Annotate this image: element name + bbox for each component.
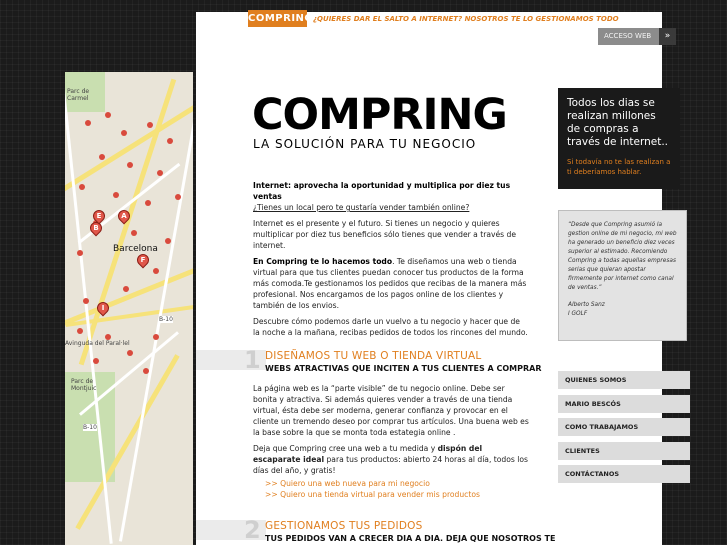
menu-item-contactanos[interactable]: CONTÁCTANOS (558, 465, 690, 483)
section-paragraph: para tus productos: abierto 24 horas al día, todos los días del año, y gratis! (253, 455, 528, 475)
map-pin (175, 194, 181, 200)
map-pin (99, 154, 105, 160)
testimonial-text: “Desde que Compring asumió la gestion online de mi negocio, mi web ha generado un beneficio diez veces superior al estimado. Recomiendo Compring a todas aquellas empresas serias que quieran apostar firmemente por internet como canal de ventas.” (568, 222, 677, 291)
double-chevron-right-icon: » (659, 28, 676, 45)
brand-tag[interactable]: COMPRING (248, 10, 307, 27)
section-title: GESTIONAMOS TUS PEDIDOS (265, 520, 423, 532)
section-number: 2 (244, 516, 261, 544)
map-label: Parc de (67, 88, 90, 95)
map-pin (113, 192, 119, 198)
map-pin (131, 230, 137, 236)
link-new-web[interactable]: >> Quiero una web nueva para mi negocio (265, 479, 430, 488)
promo-note: Si todavía no te las realizan a ti deberíamos hablar. (567, 158, 671, 176)
map-label: Carmel (67, 95, 89, 102)
map-pin (165, 238, 171, 244)
intro-paragraph: Descubre cómo podemos darle un vuelvo a tu negocio y hacer que de la noche a la mañana, recibas pedidos de todos los rincones del mundo. (253, 317, 528, 337)
map-road-label: B-10 (83, 424, 97, 431)
intro-paragraph: Internet es el presente y el futuro. Si tienes un negocio y quieres multiplicar por diez tus beneficios sólo tienes que vender a través de internet. (253, 219, 516, 250)
map-pin (127, 350, 133, 356)
map-road-label: B-10 (159, 316, 173, 323)
map-pin (167, 138, 173, 144)
section-number: 1 (244, 346, 261, 374)
map-pin (145, 200, 151, 206)
map-marker-label: B (93, 224, 99, 232)
intro-question[interactable]: ¿Tienes un local pero te gustaría vender también online? (253, 203, 470, 212)
menu-item-clientes[interactable]: CLIENTES (558, 442, 690, 460)
map-pin (153, 334, 159, 340)
map-pin (147, 122, 153, 128)
side-menu (558, 371, 690, 489)
section-bold: dispón del escaparate ideal (253, 444, 483, 464)
map-pin (85, 120, 91, 126)
map-marker-label: F (140, 256, 146, 264)
map-marker-label: A (121, 212, 127, 220)
section-subtitle: TUS PEDIDOS VAN A CRECER DIA A DIA. DEJA QUE NOSOTROS TE (265, 534, 556, 543)
intro-bold: En Compring te lo hacemos todo (253, 257, 393, 266)
section-subtitle: WEBS ATRACTIVAS QUE INCITEN A TUS CLIENTES A COMPRAR (265, 364, 542, 373)
testimonial-box (558, 210, 687, 341)
map-pin (83, 298, 89, 304)
map-pin (157, 170, 163, 176)
section-paragraph: Deja que Compring cree una web a tu medida y (253, 444, 438, 453)
access-web-label: ACCESO WEB (604, 32, 652, 40)
promo-text: Todos los dias se realizan millones de compras a través de internet.. (567, 97, 669, 148)
map-marker-label: I (101, 304, 105, 312)
menu-item-como-trabajamos[interactable]: COMO TRABAJAMOS (558, 418, 690, 436)
testimonial-company: I GOLF (568, 311, 588, 317)
map-label: Avinguda del Paral·lel (65, 340, 130, 347)
map-pin (77, 250, 83, 256)
section-paragraph: La página web es la “parte visible” de tu negocio online. Debe ser bonita y atractiva. Si además quieres vender a través de una tienda virtual, ésta debe ser moderna, generar confianza y provocar en el cliente un tremendo deseo por comprar tus artículos. Una buena web es la base sobre la que se monta toda estategia online . (253, 384, 529, 437)
map-pin (105, 112, 111, 118)
hero-subtitle: LA SOLUCIÓN PARA TU NEGOCIO (253, 137, 477, 151)
menu-item-mario-bescos[interactable]: MARIO BESCÓS (558, 395, 690, 413)
map-pin (123, 286, 129, 292)
intro-headline: Internet: aprovecha la oportunidad y multiplica por diez tus ventas (253, 181, 511, 201)
map-pin (93, 358, 99, 364)
map-pin (127, 162, 133, 168)
map-pin (77, 328, 83, 334)
map-pin (143, 368, 149, 374)
intro-paragraph: . Te diseñamos una web o tienda virtual para que tus clientes puedan conocer tus productos de la forma más comoda.Te gestionamos los pedidos que recibas de la manera más profesional. Nos encargamos de los pagos online de los clientes y también de los envios. (253, 257, 527, 310)
map-pin (153, 268, 159, 274)
map-label: Parc de (71, 378, 94, 385)
tagline: ¿QUIERES DAR EL SALTO A INTERNET? NOSOTROS TE LO GESTIONAMOS TODO (313, 15, 619, 23)
promo-box (558, 88, 680, 189)
map-image (65, 72, 193, 545)
hero-title: COMPRING (252, 90, 507, 140)
link-virtual-store[interactable]: >> Quiero una tienda virtual para vender mis productos (265, 490, 480, 499)
map-city-label: Barcelona (113, 244, 158, 254)
testimonial-author: Alberto Sanz (568, 302, 605, 308)
map-marker-label: E (96, 212, 102, 220)
access-web-button[interactable] (598, 28, 676, 45)
intro-text (253, 180, 529, 343)
menu-item-quienes-somos[interactable]: QUIENES SOMOS (558, 371, 690, 389)
map-label: Montjuic (71, 385, 97, 392)
section-body (253, 383, 529, 500)
map-pin (121, 130, 127, 136)
section-title: DISEÑAMOS TU WEB O TIENDA VIRTUAL (265, 350, 482, 362)
map-pin (79, 184, 85, 190)
